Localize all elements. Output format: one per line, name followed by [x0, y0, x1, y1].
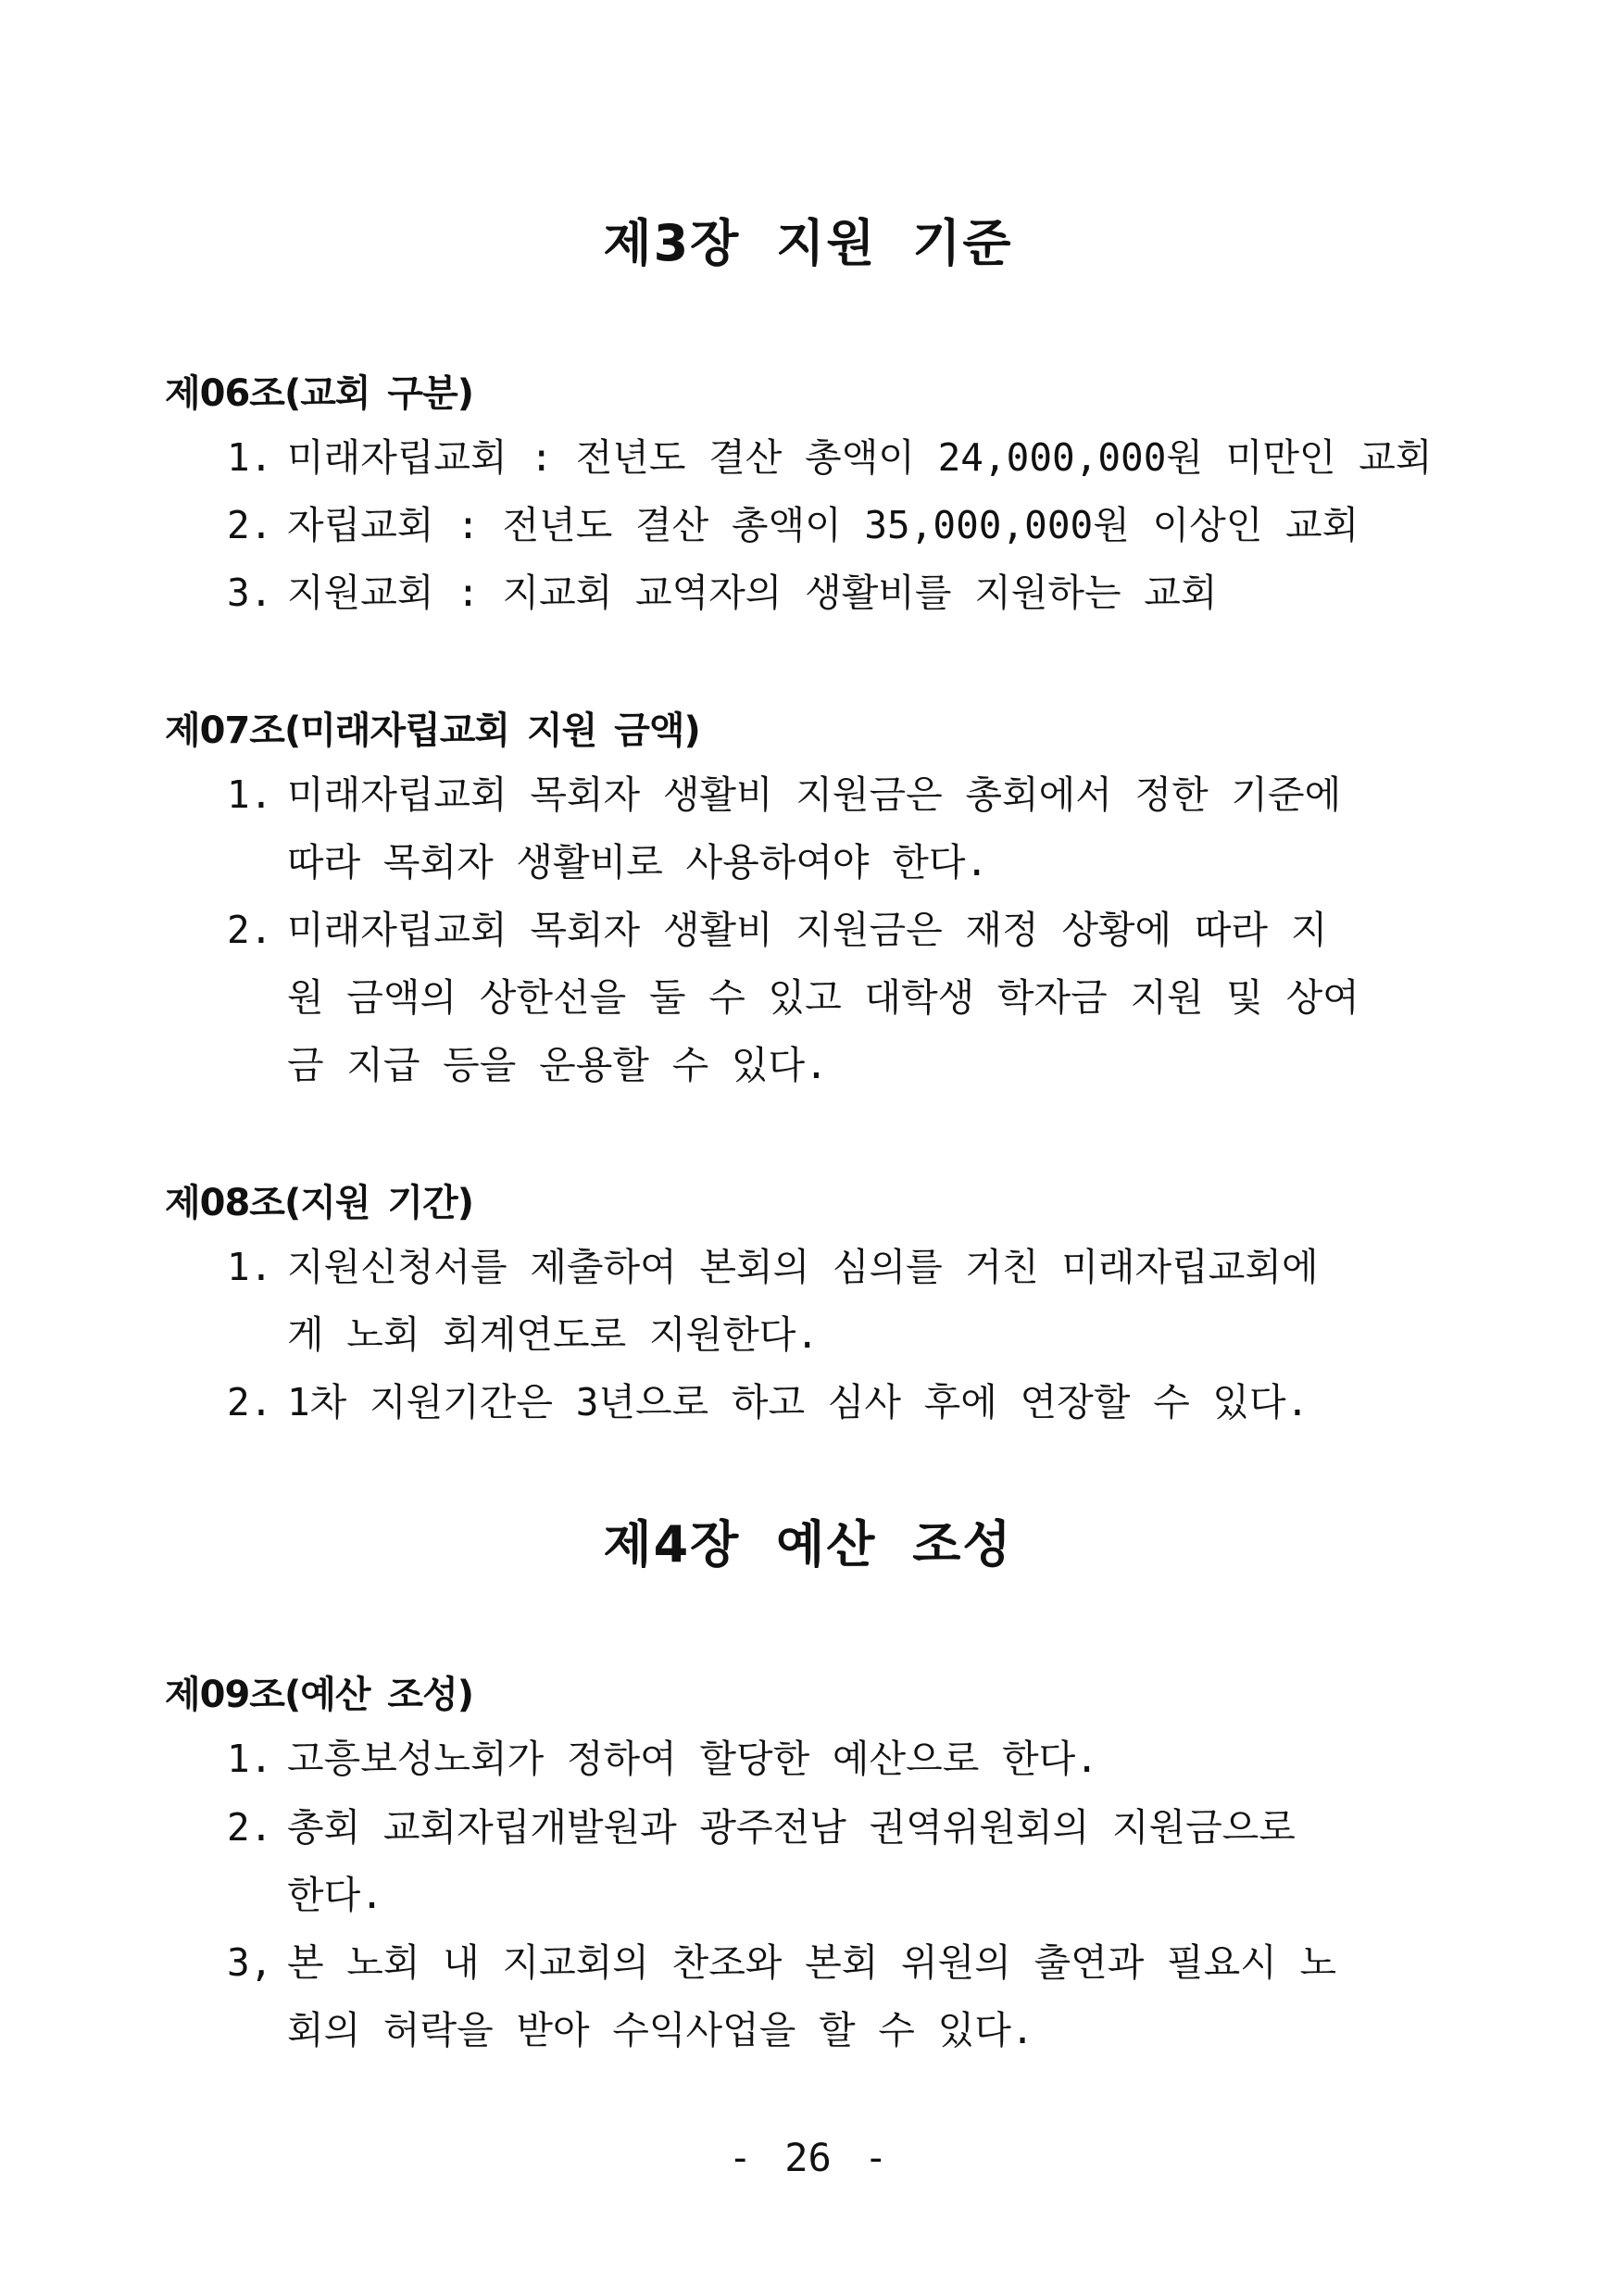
item-text-line-2: 원 금액의 상한선을 둘 수 있고 대학생 학자금 지원 및 상여: [287, 975, 1359, 1020]
item-number: 1.: [227, 1245, 273, 1289]
article-07-item-1: [227, 761, 1477, 897]
article-08-item-1: [227, 1234, 1477, 1369]
item-text-line-2: 한다.: [287, 1873, 383, 1917]
article-07-item-2: [227, 897, 1477, 1099]
item-text-line-1: 지원신청서를 제출하여 본회의 심의를 거친 미래자립교회에: [287, 1245, 1319, 1289]
item-text-line-1: 미래자립교회 목회자 생활비 지원금은 재정 상황에 따라 지: [287, 908, 1328, 952]
item-text-line-2: 따라 목회자 생활비로 사용하여야 한다.: [287, 840, 989, 885]
item-text-line-2: 회의 허락을 받아 수익사업을 할 수 있다.: [287, 2008, 1034, 2052]
article-09-title: 제09조(예산 조성): [165, 1674, 473, 1716]
item-text: 지원교회 : 지교회 교역자의 생활비를 지원하는 교회: [287, 571, 1218, 615]
article-06-item-1: [227, 424, 1477, 492]
article-09-item-2: [227, 1794, 1477, 1929]
article-08-item-2: [227, 1369, 1477, 1437]
item-text: 자립교회 : 전년도 결산 총액이 35,000,000원 이상인 교회: [287, 503, 1359, 547]
item-number: 1.: [227, 1737, 273, 1781]
article-06-item-2: [227, 492, 1477, 559]
item-text-line-1: 총회 교회자립개발원과 광주전남 권역위원회의 지원금으로: [287, 1805, 1296, 1850]
item-number: 1.: [227, 435, 273, 480]
item-number: 2.: [227, 908, 273, 952]
chapter-4-title: 제4장 예산 조성: [603, 1515, 1013, 1574]
item-text-line-1: 본 노회 내 지교회의 찬조와 본회 위원의 출연과 필요시 노: [287, 1940, 1337, 1985]
article-06-title: 제06조(교회 구분): [165, 372, 473, 415]
item-text-line-2: 게 노회 회계연도로 지원한다.: [287, 1312, 820, 1357]
item-number: 1.: [227, 772, 273, 817]
item-text: 미래자립교회 : 전년도 결산 총액이 24,000,000원 미만인 교회: [287, 435, 1433, 480]
item-text: 1차 지원기간은 3년으로 하고 심사 후에 연장할 수 있다.: [287, 1380, 1309, 1424]
item-number: 2.: [227, 1380, 273, 1424]
page-number: - 26 -: [728, 2135, 888, 2180]
chapter-3-title: 제3장 지원 기준: [603, 214, 1013, 272]
item-text-line-3: 금 지급 등을 운용할 수 있다.: [287, 1043, 828, 1087]
item-text: 고흥보성노회가 정하여 할당한 예산으로 한다.: [287, 1737, 1098, 1781]
item-number: 2.: [227, 1805, 273, 1850]
item-number: 3,: [227, 1940, 273, 1985]
article-07-title: 제07조(미래자립교회 지원 금액): [165, 709, 700, 752]
item-number: 2.: [227, 503, 273, 547]
article-09-item-1: [227, 1725, 1477, 1793]
article-09-item-3: [227, 1929, 1477, 2064]
article-08-title: 제08조(지원 기간): [165, 1182, 473, 1224]
article-06-item-3: [227, 559, 1477, 627]
item-text-line-1: 미래자립교회 목회자 생활비 지원금은 총회에서 정한 기준에: [287, 772, 1342, 817]
item-number: 3.: [227, 571, 273, 615]
